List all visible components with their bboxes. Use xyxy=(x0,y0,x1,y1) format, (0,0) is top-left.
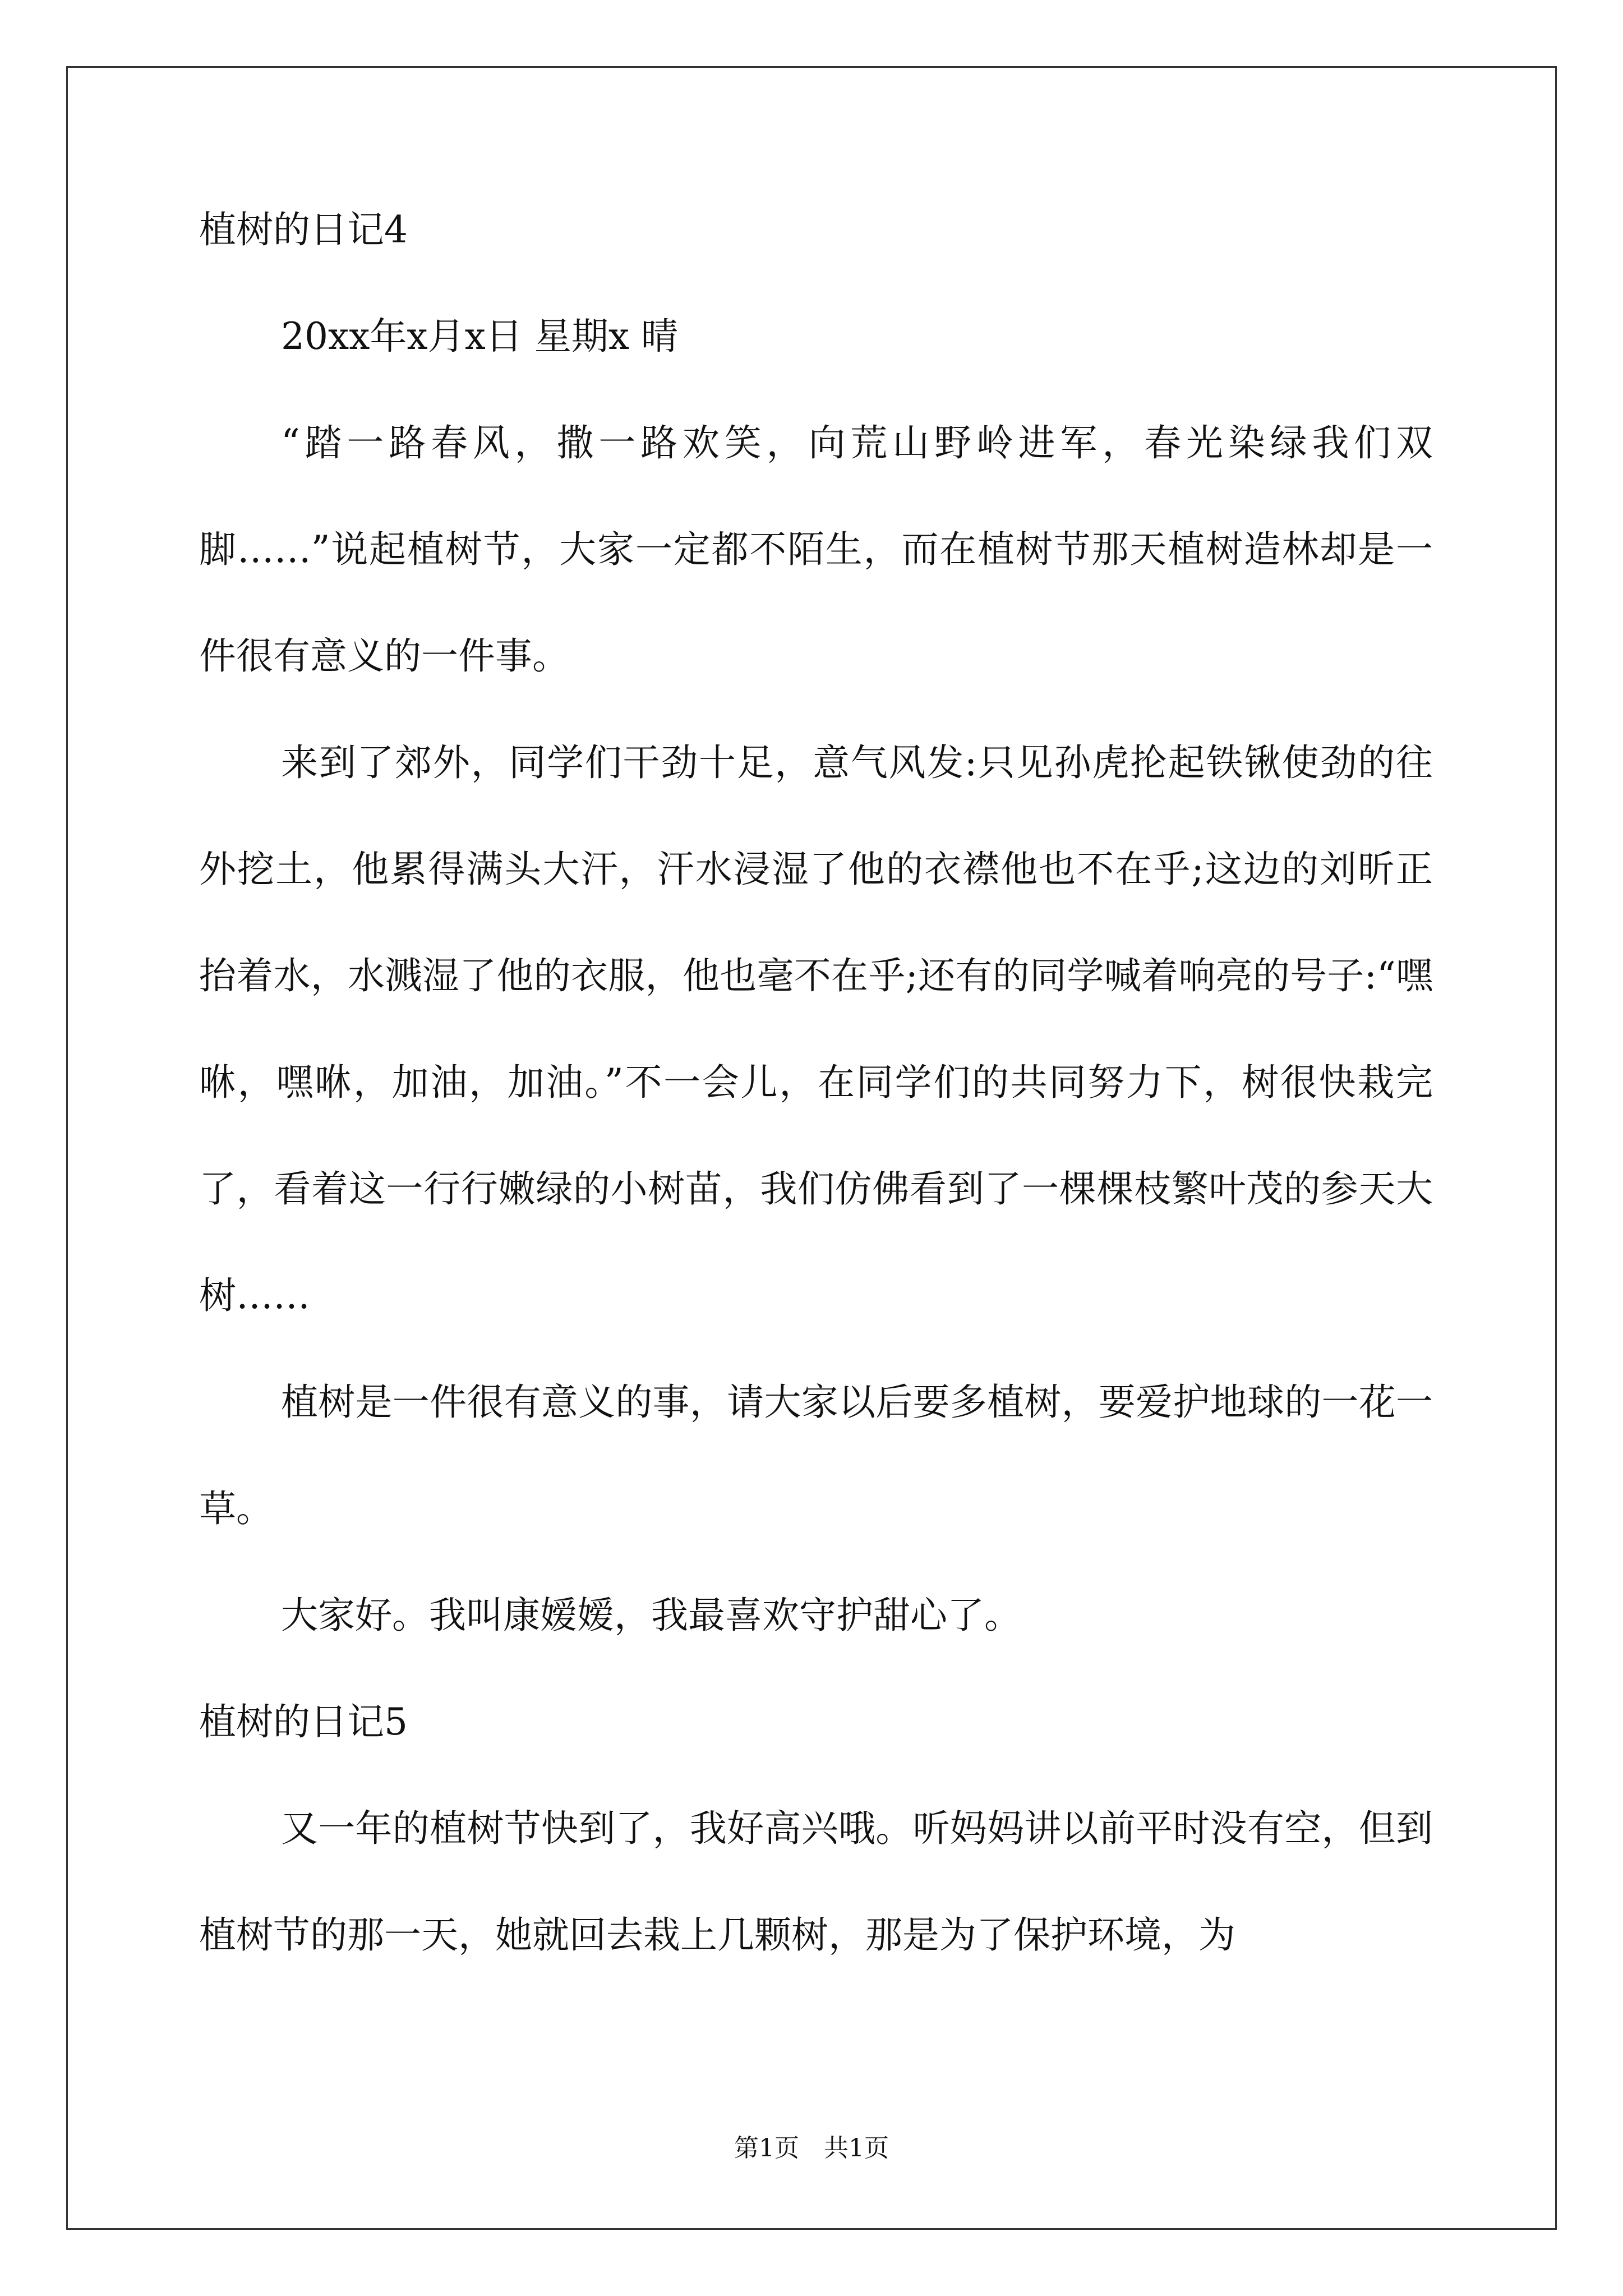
paragraph: 大家好。我叫康嫒嫒，我最喜欢守护甜心了。 xyxy=(281,1594,1021,1637)
date-line: 20xx年x月x日 星期x 晴 xyxy=(281,315,679,358)
paragraph: 来到了郊外，同学们干劲十足，意气风发:只见孙虎抡起铁锹使劲的往外挖土，他累得满头大汗，汗水浸湿了他的衣襟他也不在乎;这边的刘昕正抬着水，水溅湿了他的衣服，他也毫不在乎;还有的同学喊着响亮的号子:“嘿咻，嘿咻，加油，加油。”不一会儿，在同学们的共同努力下，树很快栽完了，看着这一行行嫩绿的小树苗，我们仿佛看到了一棵棵枝繁叶茂的参天大树…… xyxy=(199,741,1433,1317)
paragraph: 植树是一件很有意义的事，请大家以后要多植树，要爱护地球的一花一草。 xyxy=(199,1381,1433,1530)
page-footer: 第1页 共1页 xyxy=(734,2134,889,2162)
section-title: 植树的日记4 xyxy=(199,208,408,251)
paragraph: 又一年的植树节快到了，我好高兴哦。听妈妈讲以前平时没有空，但到植树节的那一天，她就回去栽上几颗树，那是为了保护环境，为 xyxy=(199,1807,1433,1957)
paragraph: “踏一路春风，撒一路欢笑，向荒山野岭进军，春光染绿我们双脚……”说起植树节，大家一定都不陌生，而在植树节那天植树造林却是一件很有意义的一件事。 xyxy=(199,421,1433,678)
section-title: 植树的日记5 xyxy=(199,1700,408,1743)
